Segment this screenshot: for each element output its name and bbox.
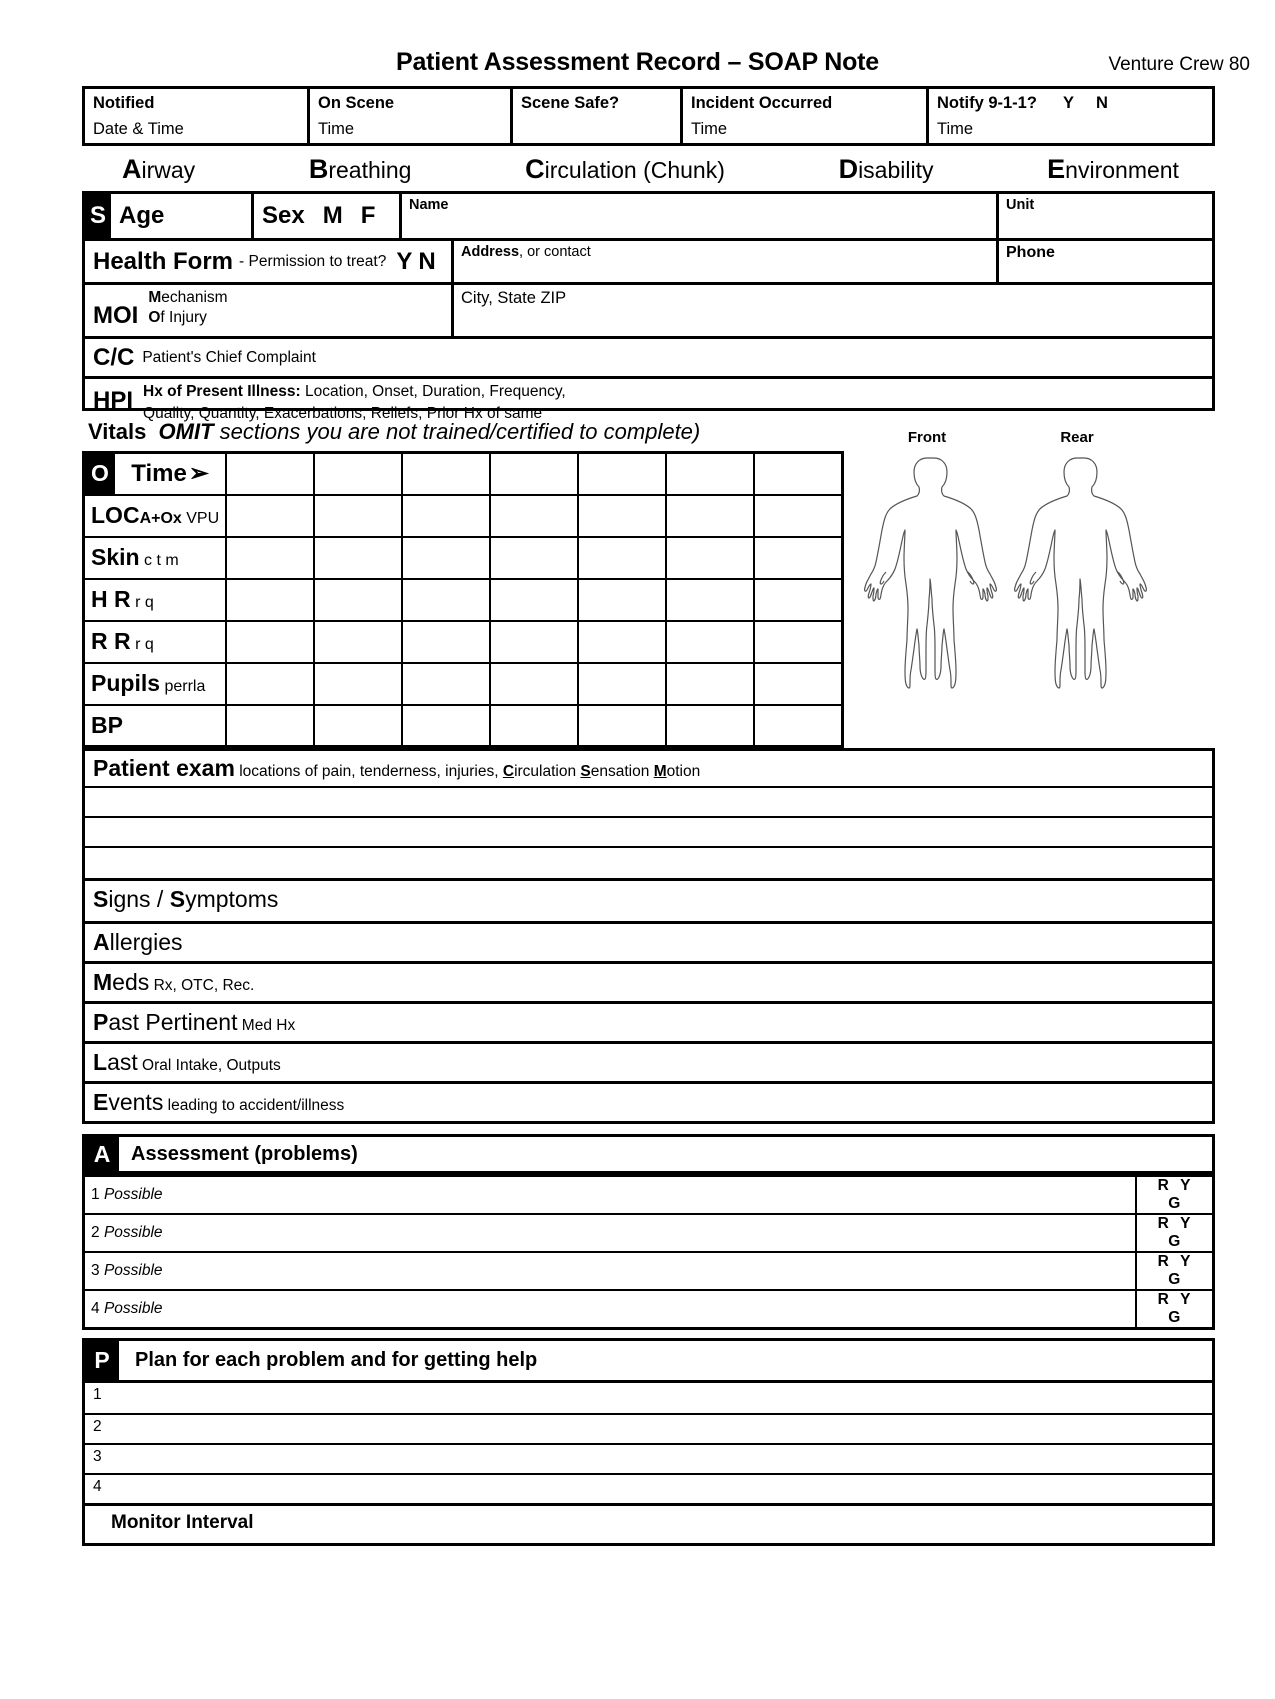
arrow-right-icon: ➢ [188,460,209,488]
assessment-problem-1-label: Possible [103,1186,163,1203]
vitals-pupils-input-4[interactable] [490,663,578,705]
vitals-hr-input-4[interactable] [490,579,578,621]
sample-events-rest: vents [108,1089,164,1115]
body-front-figure-icon[interactable] [852,446,1002,691]
vitals-label-hr [84,579,227,621]
assessment-title: Assessment (problems) [131,1142,358,1165]
patient-exam-line-1[interactable] [85,788,1212,818]
health-form-yes[interactable]: Y [396,247,413,275]
cc-note: Patient's Chief Complaint [142,348,316,366]
vitals-time-input-4[interactable] [490,453,578,495]
incident-notified-label: Notified [93,94,155,112]
address-label-rest: , or contact [519,244,591,260]
sample-row-events[interactable] [85,1081,1212,1121]
patient-exam-title: Patient exam [93,755,235,781]
sample-signs-rest: igns / [108,886,170,912]
vitals-time-input-5[interactable] [578,453,666,495]
incident-occurred-label: Incident Occurred [691,94,833,112]
triage-r-2[interactable]: R [1157,1215,1169,1232]
vitals-hr-main: H R [91,586,131,612]
city-state-zip-field[interactable] [451,285,1212,336]
vitals-row-pupils [84,663,843,705]
sample-row-past-pertinent[interactable] [85,1001,1212,1041]
chief-complaint-field[interactable] [85,339,1212,376]
assessment-problem-3-label: Possible [103,1262,163,1279]
triage-r-3[interactable]: R [1157,1253,1169,1270]
sample-meds-note: Rx, OTC, Rec. [149,977,255,994]
vitals-pupils-sub: perrla [160,678,206,695]
vitals-time-text: Time [131,459,187,487]
vitals-label-loc [84,495,227,537]
vitals-hr-input-2[interactable] [314,579,402,621]
abcde-circulation-initial: C [525,154,545,184]
notify-911-yes[interactable]: Y [1062,94,1074,112]
notify-911-no[interactable]: N [1095,94,1108,112]
plan-p-key: P [85,1341,119,1380]
abcde-environment [1047,154,1179,185]
vitals-label-bp [84,705,227,747]
incident-cell-notify-911[interactable] [926,89,1212,143]
patient-exam-header [85,751,1212,788]
sample-row-allergies[interactable] [85,921,1212,961]
body-rear-figure-icon[interactable] [1002,446,1152,691]
sample-past-note: Med Hx [237,1017,296,1034]
vitals-rr-input-2[interactable] [314,621,402,663]
incident-cell-occurred[interactable] [680,89,926,143]
patient-exam-m: M [653,763,667,780]
vitals-omit-word: OMIT [158,419,214,444]
sample-allergies-cap: A [93,929,110,955]
table-row[interactable] [84,1214,1214,1252]
vitals-time-input-6[interactable] [666,453,754,495]
vitals-pupils-input-2[interactable] [314,663,402,705]
plan-line-4-num: 4 [93,1478,102,1495]
vitals-time-label-cell [84,453,227,495]
vitals-heading-label: Vitals [88,419,147,444]
moi-line1-cap: M [148,288,162,306]
monitor-interval-row[interactable] [85,1503,1212,1543]
abcde-environment-initial: E [1047,154,1066,184]
abcde-airway-rest: irway [141,157,196,183]
sex-female-option[interactable]: F [360,202,376,229]
vitals-rr-input-7[interactable] [754,621,842,663]
sample-events-note: leading to accident/illness [163,1097,345,1114]
plan-line-4[interactable] [85,1473,1212,1503]
hpi-line1-rest: Location, Onset, Duration, Frequency, [304,383,566,400]
city-state-zip-label: City, State ZIP [461,289,567,307]
abcde-airway [122,154,195,185]
assessment-problem-3[interactable] [84,1252,1136,1290]
crew-label: Venture Crew 80 [1108,54,1250,75]
plan-line-1[interactable] [85,1383,1212,1413]
vitals-loc-main: LOC [91,502,140,528]
sample-events-cap: E [93,1089,109,1115]
sample-meds-rest: eds [112,969,150,995]
triage-y-1[interactable]: Y [1180,1177,1191,1194]
patient-exam-c-rest: irculation [514,763,581,780]
vitals-rr-input-6[interactable] [666,621,754,663]
vitals-rr-input-5[interactable] [578,621,666,663]
subjective-row-moi [85,282,1212,336]
sample-row-meds[interactable] [85,961,1212,1001]
hpi-expansion [143,381,566,426]
assessment-problem-4-label: Possible [103,1300,163,1317]
vitals-table [82,451,844,748]
abcde-breathing-rest: reathing [328,157,412,183]
patient-exam-block [82,748,1215,881]
assessment-problems-table [82,1174,1215,1330]
vitals-time-input-7[interactable] [754,453,842,495]
assessment-problem-4[interactable] [84,1290,1136,1329]
vitals-rr-input-4[interactable] [490,621,578,663]
vitals-label-rr [84,621,227,663]
incident-cell-notified[interactable] [85,89,307,143]
abcde-disability-initial: D [838,154,859,184]
vitals-skin-main: Skin [91,544,140,570]
moi-line2-cap: O [148,308,161,326]
table-row[interactable] [84,1176,1214,1215]
vitals-hr-input-1[interactable] [226,579,314,621]
vitals-bp-input-3[interactable] [402,705,490,747]
sample-past-cap: P [93,1009,109,1035]
plan-line-3-num: 3 [93,1448,102,1465]
plan-lines [82,1380,1215,1546]
objective-o-key: O [85,454,115,494]
triage-y-3[interactable]: Y [1180,1253,1191,1270]
vitals-rr-main: R R [91,628,131,654]
vitals-bp-input-2[interactable] [314,705,402,747]
incident-scene-safe-label: Scene Safe? [521,94,620,112]
assessment-problem-2-num: 2 [91,1224,100,1241]
vitals-time-input-1[interactable] [226,453,314,495]
vitals-skin-sub: c t m [139,552,179,569]
plan-line-1-num: 1 [93,1386,102,1403]
page-title: Patient Assessment Record – SOAP Note [395,48,880,76]
vitals-loc-input-7[interactable] [754,495,842,537]
vitals-skin-input-7[interactable] [754,537,842,579]
vitals-time-input-2[interactable] [314,453,402,495]
name-label: Name [409,197,449,213]
soap-note-page [0,48,1275,1699]
plan-title: Plan for each problem and for getting help [135,1349,538,1371]
vitals-rr-input-3[interactable] [402,621,490,663]
vitals-hr-input-3[interactable] [402,579,490,621]
age-label: Age [119,202,165,229]
incident-header-table [82,86,1215,146]
sex-field[interactable] [251,194,399,238]
body-diagram-group [852,429,1152,691]
vitals-hr-input-6[interactable] [666,579,754,621]
vitals-hr-input-7[interactable] [754,579,842,621]
cc-label: C/C [93,343,135,371]
vitals-loc-sub: VPU [181,510,220,527]
vitals-bp-input-5[interactable] [578,705,666,747]
sex-male-option[interactable]: M [322,202,343,229]
assessment-problem-1[interactable] [84,1176,1136,1215]
vitals-pupils-input-5[interactable] [578,663,666,705]
assessment-problem-2[interactable] [84,1214,1136,1252]
address-label-bold: Address [461,244,520,260]
hpi-line-2: Quality, Quantity, Exacerbations, Reliefs, Prior Hx of same [143,405,543,423]
patient-exam-s-rest: ensation [590,763,654,780]
health-form-no[interactable]: N [418,247,436,275]
sample-row-last[interactable] [85,1041,1212,1081]
sample-symptoms-cap: S [169,886,186,912]
vitals-skin-input-1[interactable] [226,537,314,579]
incident-cell-scene-safe[interactable] [510,89,680,143]
plan-line-2[interactable] [85,1413,1212,1443]
sample-row-signs-symptoms[interactable] [85,881,1212,921]
health-form-label: Health Form [93,247,234,275]
vitals-loc-input-3[interactable] [402,495,490,537]
incident-notify-911-label [937,94,1206,113]
moi-line1-rest: echanism [161,288,228,306]
vitals-row-skin [84,537,843,579]
assessment-problem-3-num: 3 [91,1262,100,1279]
assessment-block [82,1134,1215,1330]
vitals-label-pupils [84,663,227,705]
vitals-skin-input-5[interactable] [578,537,666,579]
vitals-pupils-input-1[interactable] [226,663,314,705]
sample-history-block [82,881,1215,1124]
table-row[interactable] [84,1252,1214,1290]
abcde-environment-rest: nvironment [1065,157,1179,183]
sample-past-rest: ast Pertinent [108,1009,238,1035]
vitals-time-input-3[interactable] [402,453,490,495]
triage-g-1[interactable]: G [1168,1195,1181,1212]
vitals-row-loc [84,495,843,537]
abcde-circulation-rest: irculation (Chunk) [544,157,725,183]
health-form-field[interactable] [85,241,451,282]
incident-occurred-hint: Time [691,120,728,138]
abcde-disability [839,154,934,185]
phone-field[interactable] [996,241,1212,282]
vitals-row-hr [84,579,843,621]
notify-911-text: Notify 9-1-1? [937,94,1037,112]
assessment-triage-4[interactable] [1136,1290,1214,1329]
subjective-row-healthform [85,238,1212,282]
vitals-bp-input-6[interactable] [666,705,754,747]
vitals-loc-input-5[interactable] [578,495,666,537]
moi-expansion [148,288,227,328]
body-diagrams [852,446,1152,691]
health-form-note: - Permission to treat? [239,252,387,270]
sample-signs-cap: S [93,886,109,912]
sample-last-rest: ast [107,1049,138,1075]
plan-line-3[interactable] [85,1443,1212,1473]
moi-field[interactable] [85,285,451,336]
patient-exam-line-2[interactable] [85,818,1212,848]
vitals-pupils-input-3[interactable] [402,663,490,705]
vitals-time-header [115,454,225,494]
assessment-triage-3[interactable] [1136,1252,1214,1290]
plan-line-2-num: 2 [93,1418,102,1435]
vitals-skin-input-4[interactable] [490,537,578,579]
assessment-problem-2-label: Possible [103,1224,163,1241]
vitals-skin-input-6[interactable] [666,537,754,579]
assessment-header [82,1134,1215,1174]
subjective-row-demographics [85,194,1212,238]
vitals-hr-sub: r q [130,594,154,611]
vitals-rr-sub: r q [130,636,154,653]
vitals-bp-input-1[interactable] [226,705,314,747]
patient-exam-c: C [502,763,515,780]
assessment-triage-2[interactable] [1136,1214,1214,1252]
vitals-row-rr [84,621,843,663]
abcde-airway-initial: A [122,154,142,184]
patient-exam-note-pre: locations of pain, tenderness, injuries, [234,763,503,780]
age-field[interactable] [111,194,251,238]
patient-exam-line-3[interactable] [85,848,1212,878]
sample-meds-cap: M [93,969,113,995]
incident-cell-on-scene[interactable] [307,89,510,143]
plan-block [82,1338,1215,1546]
address-label [461,244,591,260]
vitals-skin-input-3[interactable] [402,537,490,579]
body-rear-label: Rear [1060,429,1094,446]
phone-label: Phone [1006,244,1055,261]
assessment-problem-4-num: 4 [91,1300,100,1317]
subjective-block [82,191,1215,423]
vitals-loc-input-2[interactable] [314,495,402,537]
vitals-row-bp [84,705,843,747]
address-field[interactable] [451,241,996,282]
table-row[interactable] [84,1290,1214,1329]
triage-g-2[interactable]: G [1168,1233,1181,1250]
abcde-breathing [309,154,412,185]
abcde-row [82,154,1215,185]
patient-exam-s: S [580,763,591,780]
page-header [0,48,1275,86]
subjective-row-hpi [85,376,1212,423]
sample-last-cap: L [93,1049,108,1075]
sample-last-note: Oral Intake, Outputs [137,1057,281,1074]
abcde-disability-rest: isability [858,157,934,183]
vitals-loc-input-6[interactable] [666,495,754,537]
triage-y-2[interactable]: Y [1180,1215,1191,1232]
subjective-s-key: S [85,194,111,238]
sample-allergies-rest: llergies [109,929,183,955]
abcde-breathing-initial: B [308,154,329,184]
vitals-bp-input-4[interactable] [490,705,578,747]
name-field[interactable] [399,194,996,238]
assessment-problem-1-num: 1 [91,1186,100,1203]
unit-field[interactable] [996,194,1212,238]
hpi-bold: Hx of Present Illness: [143,383,301,400]
unit-label: Unit [1006,197,1035,213]
monitor-interval-label: Monitor Interval [111,1512,254,1533]
assessment-triage-1[interactable] [1136,1176,1214,1215]
plan-header [82,1338,1215,1380]
incident-notified-hint: Date & Time [93,120,184,138]
triage-r-4[interactable]: R [1157,1291,1169,1308]
moi-line2-rest: njury [173,308,207,326]
sample-symptoms-rest: ymptoms [185,886,279,912]
vitals-time-row [84,453,843,495]
vitals-skin-input-2[interactable] [314,537,402,579]
vitals-bp-input-7[interactable] [754,705,842,747]
vitals-loc-subbold: A+Ox [139,510,182,527]
assessment-a-key: A [85,1137,119,1171]
vitals-loc-input-4[interactable] [490,495,578,537]
sex-label: Sex [262,202,305,229]
moi-line2-mid: f I [160,308,174,326]
vitals-pupils-input-7[interactable] [754,663,842,705]
hpi-label: HPI [93,387,134,414]
moi-line-2 [148,308,227,328]
vitals-rr-input-1[interactable] [226,621,314,663]
vitals-bp-main: BP [91,711,123,738]
body-diagram-labels [852,429,1152,446]
subjective-row-cc [85,336,1212,376]
hpi-line-1 [143,381,566,403]
triage-g-4[interactable]: G [1168,1309,1181,1326]
vitals-heading-rest: sections you are not trained/certified to complete) [213,419,701,444]
vitals-hr-input-5[interactable] [578,579,666,621]
incident-on-scene-label: On Scene [318,94,395,112]
body-front-label: Front [907,429,947,446]
triage-r-1[interactable]: R [1157,1177,1169,1194]
incident-on-scene-hint: Time [318,120,355,138]
vitals-label-skin [84,537,227,579]
incident-notify-911-hint: Time [937,120,974,138]
abcde-circulation [525,154,725,185]
vitals-pupils-input-6[interactable] [666,663,754,705]
triage-g-3[interactable]: G [1168,1271,1181,1288]
vitals-loc-input-1[interactable] [226,495,314,537]
vitals-pupils-main: Pupils [91,670,161,696]
hpi-field[interactable] [85,379,1212,423]
patient-exam-m-rest: otion [666,763,701,780]
triage-y-4[interactable]: Y [1180,1291,1191,1308]
moi-line-1 [148,288,227,308]
moi-label: MOI [93,302,139,329]
